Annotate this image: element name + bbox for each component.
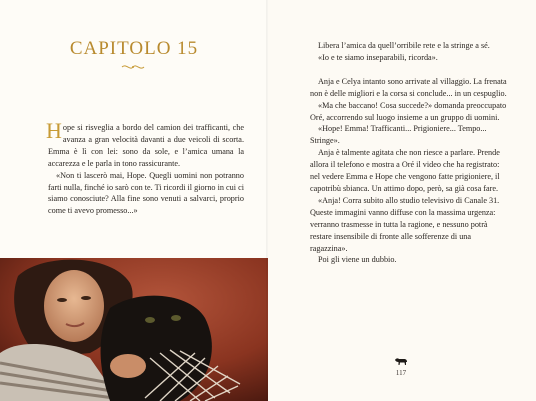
paragraph: Poi gli viene un dubbio. [318,255,397,265]
panther-silhouette-icon [394,356,408,366]
right-body-text [310,40,510,266]
drop-cap: H [46,118,62,143]
chapter-title: CAPITOLO 15 [69,38,199,59]
paragraph-1-text: ope si risveglia a bordo del camion dei trafficanti, che avanza a gran velocità davanti a due veicoli di scorta. Emma è lì con lei: sono da sole, e l’amica umana la accarezza e le parla in tono rassicurante. [48,123,244,168]
page-number: 117 [395,369,407,377]
paragraph-1 [46,118,244,170]
illustration-photo [0,258,268,401]
section-break [310,64,510,76]
paragraph-2: «Non ti lascerò mai, Hope. Quegli uomini non potranno farti nulla, finché io sarò con te. Ti ricordi il giorno in cui ci siamo conosciute? Alla fine sono venuti a salvarci, proprio come ti avevo promesso...» [48,170,244,216]
paragraph: Anja e Celya intanto sono arrivate al villaggio. La frenata non è delle migliori e la corsa si conclude... in un cespuglio. [310,76,507,98]
paragraph: «Hope! Emma! Trafficanti... Prigioniere... Tempo... Stringe». [310,124,487,146]
paragraph: Libera l’amica da quell’orribile rete e la stringe a sé. [318,41,490,50]
left-body-text [46,118,244,217]
paragraph: «Ma che baccano! Cosa succede?» domanda preoccupato Oré, accorrendo sul luogo insieme a un gruppo di uomini. [310,100,507,122]
paragraph: «Anja! Corra subito allo studio televisivo di Canale 31. Queste immagini vanno diffuse con la massima urgenza: verranno trasmesse in tutta la ragione, e nessuno potrà restare insensibile di fronte alle sofferenze di una ragazzina». [310,195,500,253]
ornament-flourish-icon [121,63,145,71]
paragraph: Anja è talmente agitata che non riesce a parlare. Prende allora il telefono e mostra a Oré il video che ha registrato: nel vedere Emma e Hope che vengono fatte prigioniere, il capotribù sbianca. Un attimo dopo, però, sa già cosa fare. [310,148,500,193]
paragraph: «Io e te siamo inseparabili, ricorda». [318,52,438,62]
girl-with-panther-image [0,258,268,401]
